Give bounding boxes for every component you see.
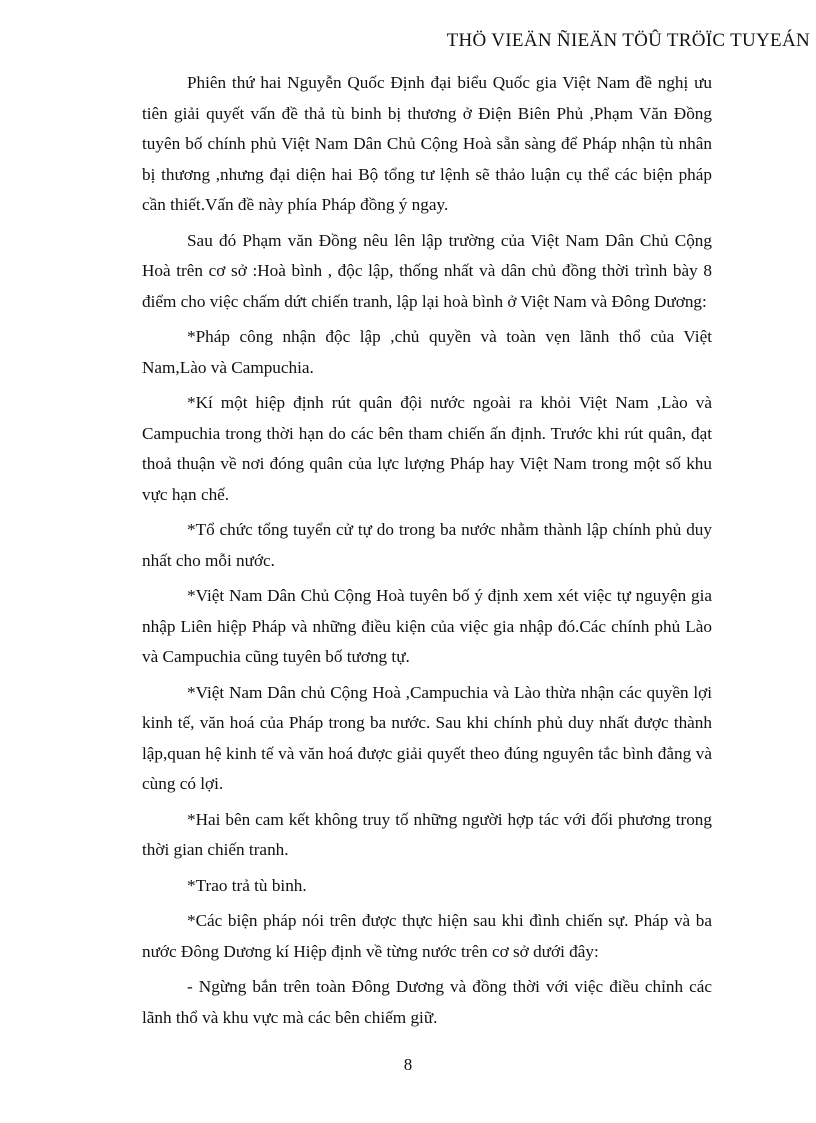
page-number: 8 xyxy=(403,1055,413,1074)
paragraph: - Ngừng bắn trên toàn Đông Dương và đồng thời với việc điều chỉnh các lãnh thổ và khu vực mà các bên chiếm giữ. xyxy=(142,977,712,1027)
paragraph: *Việt Nam Dân chủ Cộng Hoà ,Campuchia và Lào thừa nhận các quyền lợi kinh tế, văn hoá của Pháp trong ba nước. Sau khi chính phủ duy nhất được thành lập,quan hệ kinh tế và văn hoá được giải quyết theo đúng nguyên tắc bình đẳng và cùng có lợi. xyxy=(142,682,712,793)
paragraph: *Hai bên cam kết không truy tố những người hợp tác với đối phương trong thời gian chiến tranh. xyxy=(142,809,712,859)
paragraph: *Pháp công nhận độc lập ,chủ quyền và toàn vẹn lãnh thổ của Việt Nam,Lào và Campuchia. xyxy=(142,327,712,377)
paragraph: *Kí một hiệp định rút quân đội nước ngoài ra khỏi Việt Nam ,Lào và Campuchia trong thời hạn do các bên tham chiến ấn định. Trước khi rút quân, đạt thoả thuận về nơi đóng quân của lực lượng Pháp hay Việt Nam trong một số khu vực hạn chế. xyxy=(142,393,712,504)
body-text xyxy=(142,68,712,1038)
paragraph: Phiên thứ hai Nguyễn Quốc Định đại biểu Quốc gia Việt Nam đề nghị ưu tiên giải quyết vấn đề thả tù binh bị thương ở Điện Biên Phủ ,Phạm Văn Đồng tuyên bố chính phủ Việt Nam Dân Chủ Cộng Hoà sẵn sàng để Pháp nhận tù nhân bị thương ,nhưng đại diện hai Bộ tổng tư lệnh sẽ thảo luận cụ thể các biện pháp cần thiết.Vấn đề này phía Pháp đồng ý ngay. xyxy=(142,73,712,214)
paragraph: *Trao trả tù binh. xyxy=(187,875,307,895)
paragraph: *Các biện pháp nói trên được thực hiện sau khi đình chiến sự. Pháp và ba nước Đông Dương kí Hiệp định về từng nước trên cơ sở dưới đây: xyxy=(142,911,712,961)
paragraph: Sau đó Phạm văn Đồng nêu lên lập trường của Việt Nam Dân Chủ Cộng Hoà trên cơ sở :Hoà bình , độc lập, thống nhất và dân chủ đồng thời trình bày 8 điểm cho việc chấm dứt chiến tranh, lập lại hoà bình ở Việt Nam và Đông Dương: xyxy=(142,230,712,311)
paragraph: *Tổ chức tổng tuyển cử tự do trong ba nước nhằm thành lập chính phủ duy nhất cho mỗi nước. xyxy=(142,520,712,570)
paragraph: *Việt Nam Dân Chủ Cộng Hoà tuyên bố ý định xem xét việc tự nguyện gia nhập Liên hiệp Pháp và những điều kiện của việc gia nhập đó.Các chính phủ Lào và Campuchia cũng tuyên bố tương tự. xyxy=(142,586,712,666)
running-header: THÖ VIEÄN ÑIEÄN TÖÛ TRÖÏC TUYEÁN xyxy=(446,30,810,51)
